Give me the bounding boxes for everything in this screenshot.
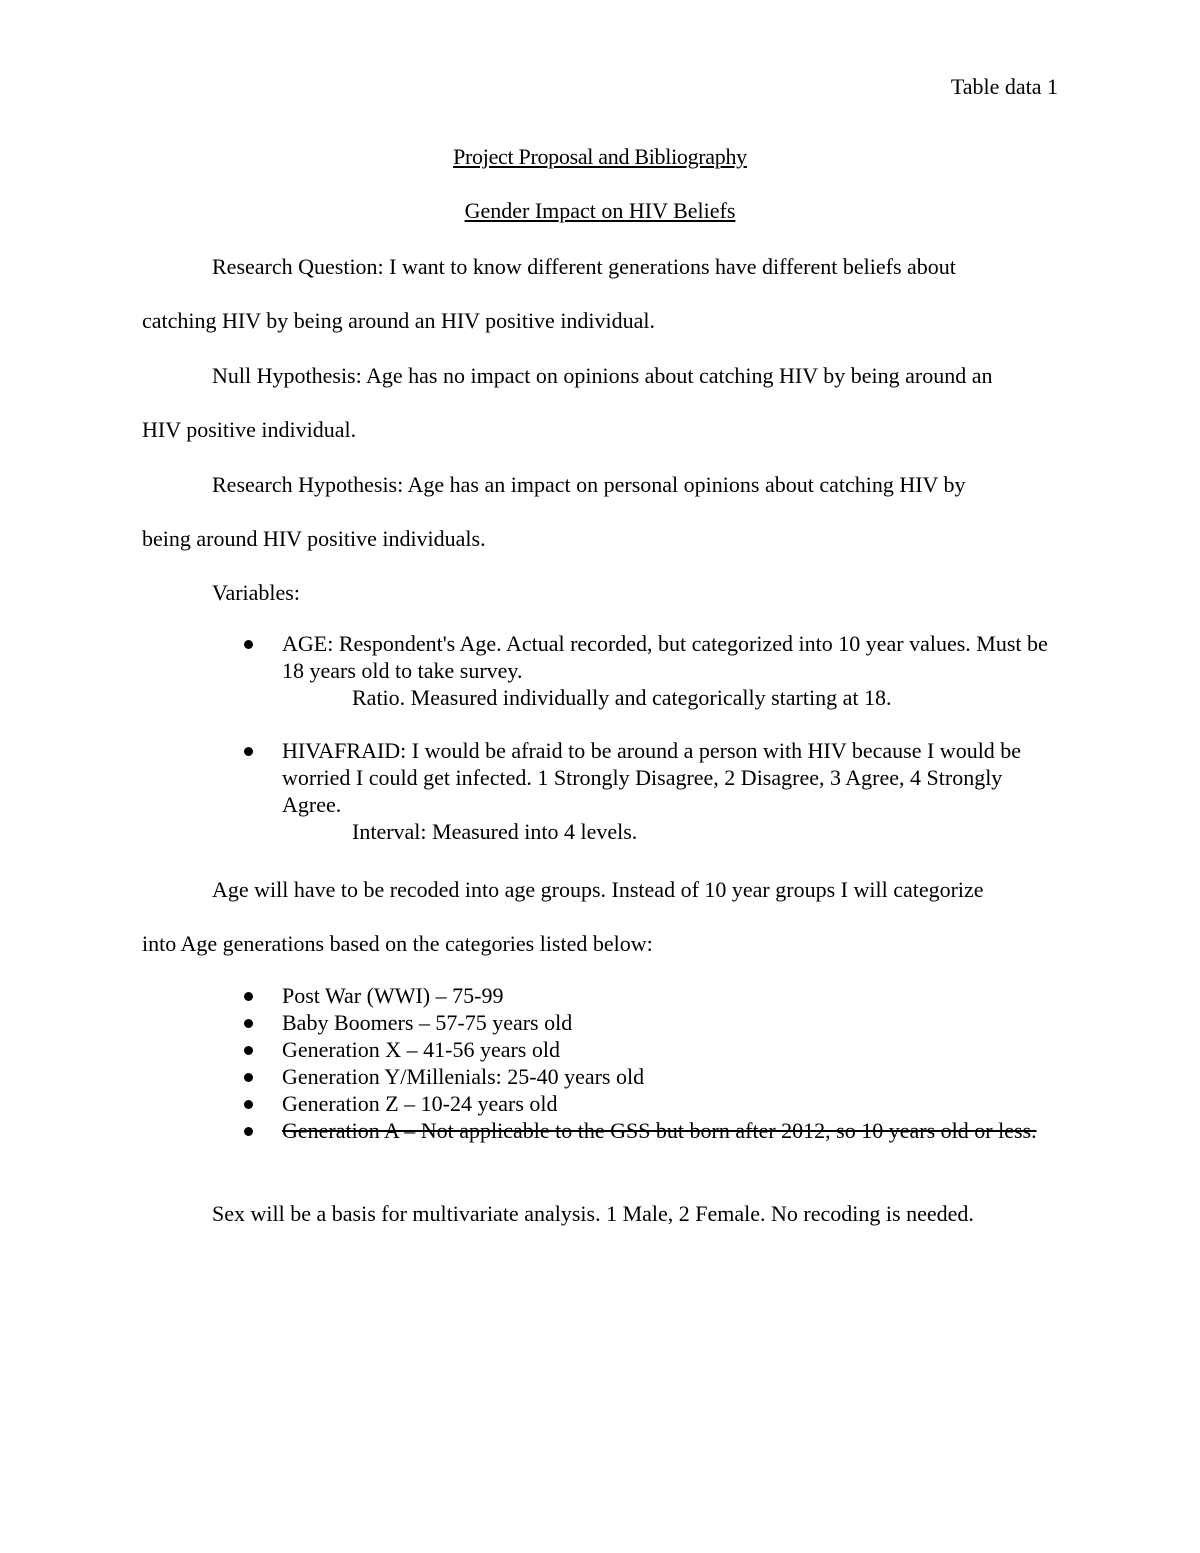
variable-measure: Ratio. Measured individually and categorically starting at 18.	[352, 685, 892, 710]
generations-list	[212, 982, 1062, 1144]
list-item	[212, 1063, 1062, 1090]
generation-label: Generation Y/Millenials: 25-40 years old	[282, 1064, 645, 1089]
bullet-icon	[244, 1019, 253, 1028]
research-hypothesis-line-1: Research Hypothesis: Age has an impact on personal opinions about catching HIV by	[212, 472, 966, 497]
generation-label: Post War (WWI) – 75-99	[282, 983, 504, 1008]
running-head: Table data 1	[950, 74, 1058, 99]
document-subtitle: Gender Impact on HIV Beliefs	[464, 198, 736, 223]
variable-description: AGE: Respondent's Age. Actual recorded, but categorized into 10 year values. Must be 18 years old to take survey.	[282, 631, 1048, 683]
bullet-icon	[244, 1127, 253, 1136]
generation-label: Baby Boomers – 57-75 years old	[282, 1010, 573, 1035]
age-recode-line-1: Age will have to be recoded into age groups. Instead of 10 year groups I will categorize	[212, 877, 984, 902]
list-item	[212, 982, 1062, 1009]
variable-measure: Interval: Measured into 4 levels.	[352, 819, 638, 844]
variables-list	[212, 630, 1062, 845]
list-item-struck	[212, 1117, 1062, 1144]
list-item	[212, 1090, 1062, 1117]
sex-note: Sex will be a basis for multivariate analysis. 1 Male, 2 Female. No recoding is needed.	[212, 1201, 974, 1226]
bullet-icon	[244, 1100, 253, 1109]
bullet-icon	[244, 1046, 253, 1055]
bullet-icon	[244, 992, 253, 1001]
null-hypothesis-line-1: Null Hypothesis: Age has no impact on opinions about catching HIV by being around an	[212, 363, 993, 388]
research-question	[142, 240, 1058, 348]
bullet-icon	[244, 1073, 253, 1082]
research-hypothesis-line-2: being around HIV positive individuals.	[142, 526, 486, 551]
generation-label: Generation X – 41-56 years old	[282, 1037, 560, 1062]
age-recode-paragraph	[142, 863, 1058, 971]
list-item	[212, 1009, 1062, 1036]
generation-label-struck: Generation A – Not applicable to the GSS but born after 2012, so 10 years old or less.	[282, 1118, 1037, 1143]
research-question-line-1: Research Question: I want to know different generations have different beliefs about	[212, 254, 956, 279]
list-item	[212, 1036, 1062, 1063]
null-hypothesis	[142, 349, 1058, 457]
null-hypothesis-line-2: HIV positive individual.	[142, 417, 357, 442]
bullet-icon	[244, 640, 253, 649]
variable-description: HIVAFRAID: I would be afraid to be around a person with HIV because I would be worried I could get infected. 1 Strongly Disagree, 2 Disagree, 3 Agree, 4 Strongly Agree.	[282, 738, 1022, 817]
variables-label: Variables:	[212, 580, 300, 605]
list-item	[212, 737, 1062, 845]
list-item	[212, 630, 1062, 711]
research-hypothesis	[142, 458, 1058, 566]
generation-label: Generation Z – 10-24 years old	[282, 1091, 558, 1116]
bullet-icon	[244, 747, 253, 756]
research-question-line-2: catching HIV by being around an HIV positive individual.	[142, 308, 656, 333]
age-recode-line-2: into Age generations based on the categories listed below:	[142, 931, 653, 956]
document-title: Project Proposal and Bibliography	[453, 144, 747, 169]
